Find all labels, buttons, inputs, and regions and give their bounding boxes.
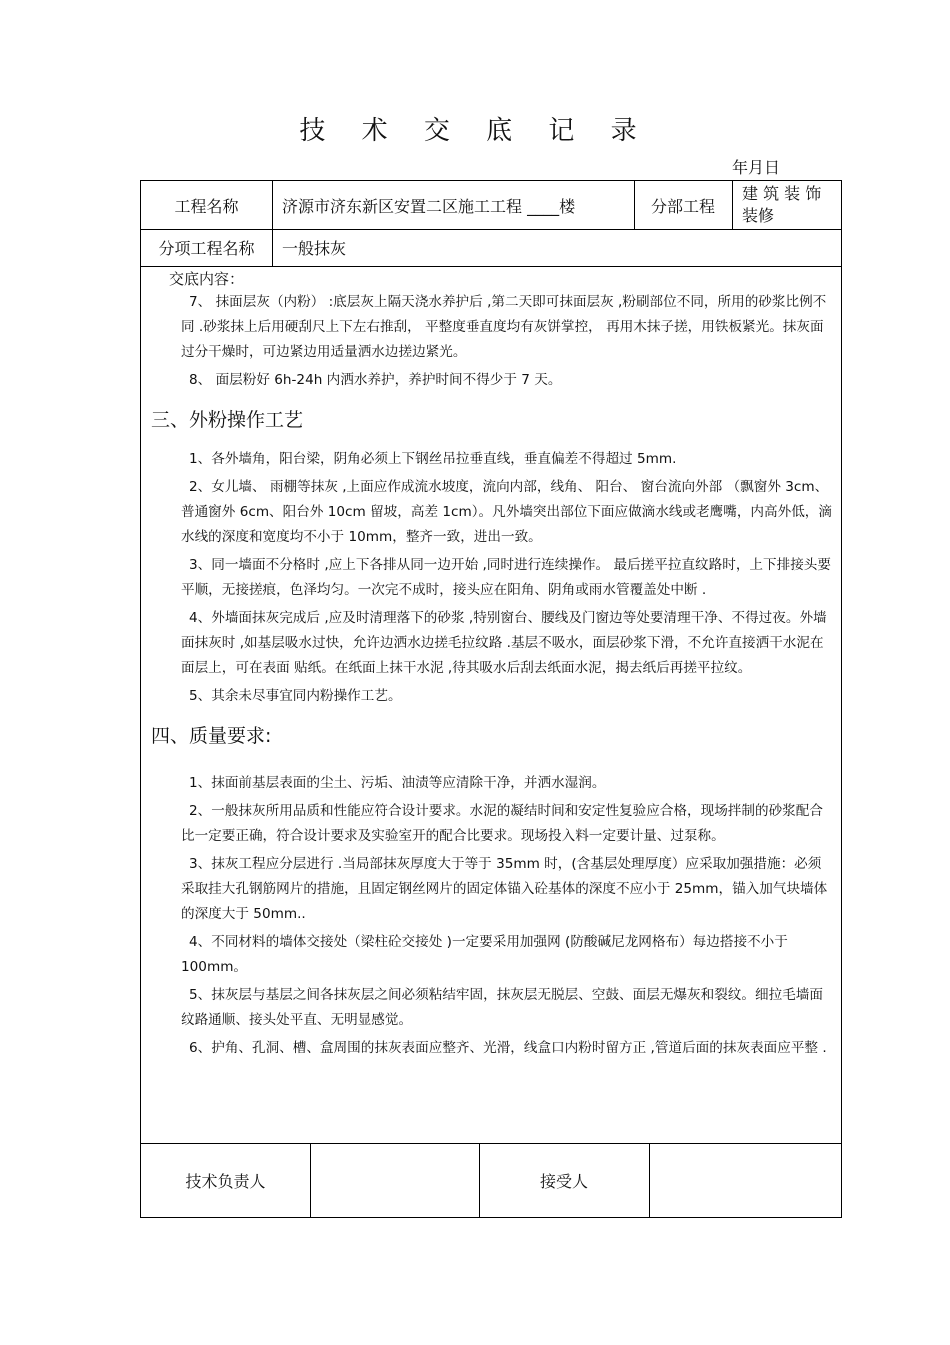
section4-item: 1、抹面前基层表面的尘土、污垢、油渍等应清除干净，并洒水湿润。 [189, 775, 606, 791]
content-item: 7、 抹面层灰（内粉） :底层灰上隔天浇水养护后 ,第二天即可抹面层灰 ,粉刷部位不同，所用的砂浆比例不同 .砂浆抹上后用硬刮尺上下左右推刮， 平整度垂直度均有灰饼掌控， 再用木抹子搓，用铁板紧光。抹灰面过分干燥时，可边紧边用适量洒水边搓边紧光。 [181, 294, 827, 360]
tech-lead-label: 技术负责人 [185, 1172, 266, 1191]
tech-lead-signature [310, 1143, 479, 1218]
project-name-value: 济源市济东新区安置二区施工工程 ____楼 [282, 196, 576, 216]
section3-item: 4、外墙面抹灰完成后 ,应及时清理落下的砂浆 ,特别窗台、腰线及门窗边等处要清理干净、不得过夜。外墙面抹灰时 ,如基层吸水过快，允许边洒水边搓毛拉纹路 .基层不吸水，面层砂浆下滑，不允许直接洒干水泥在面层上，可在表面 贴纸。在纸面上抹干水泥 ,待其吸水后刮去纸面水泥，揭去纸后再搓平拉纹。 [181, 610, 827, 676]
content-lead: 交底内容： [169, 270, 245, 288]
division-value: 建 筑 装 饰 装修 [742, 184, 822, 225]
section4-item: 5、抹灰层与基层之间各抹灰层之间必须粘结牢固，抹灰层无脱层、空鼓、面层无爆灰和裂纹。细拉毛墙面纹路通顺、接头处平直、无明显感觉。 [181, 987, 823, 1028]
section4-item: 6、护角、孔洞、槽、盒周围的抹灰表面应整齐、光滑，线盒口内粉时留方正 ,管道后面的抹灰表面应平整 . [189, 1040, 827, 1056]
section3-item: 5、其余未尽事宜同内粉操作工艺。 [189, 688, 402, 704]
sub-project-value: 一般抹灰 [282, 239, 347, 258]
receiver-label: 接受人 [539, 1172, 588, 1191]
document-title: 技 术 交 底 记 录 [299, 116, 651, 146]
receiver-signature [649, 1143, 841, 1218]
section3-item: 2、女儿墙、 雨棚等抹灰 ,上面应作成流水坡度，流向内部，线角、 阳台、 窗台流向外部 （飘窗外 3cm、普通窗外 6cm、阳台外 10cm 留坡，高差 1cm）。凡外墙突出部位下面应做滴水线或老鹰嘴，内高外低，滴水线的深度和宽度均不小于 10mm，整齐一致，进出一致。 [181, 479, 832, 545]
section3-item: 3、同一墙面不分格时 ,应上下各排从同一边开始 ,同时进行连续操作。 最后搓平拉直纹路时，上下排接头要平顺，无接搓痕，色泽均匀。一次完不成时，接头应在阳角、阴角或雨水管覆盖处中断 . [181, 557, 831, 598]
record-table [140, 180, 842, 1218]
division-label: 分部工程 [650, 196, 715, 216]
section4-item: 3、抹灰工程应分层进行 .当局部抹灰厚度大于等于 35mm 时，(含基层处理厚度）应采取加强措施：必须采取挂大孔钢筋网片的措施，且固定钢丝网片的固定体锚入砼基体的深度不应小于 25mm，锚入加气块墙体的深度大于 50mm.. [181, 856, 828, 922]
section4-title: 四、质量要求: [151, 725, 272, 747]
section3-item: 1、各外墙角，阳台梁，阴角必须上下钢丝吊拉垂直线，垂直偏差不得超过 5mm. [189, 451, 677, 467]
row-divider [141, 266, 841, 267]
date-label: 年月日 [732, 158, 781, 177]
section4-item: 2、一般抹灰所用品质和性能应符合设计要求。水泥的凝结时间和安定性复验应合格，现场拌制的砂浆配合比一定要正确，符合设计要求及实验室开的配合比要求。现场投入料一定要计量、过泵称。 [181, 803, 823, 844]
sub-project-label: 分项工程名称 [158, 239, 255, 258]
section4-item: 4、不同材料的墙体交接处（梁柱砼交接处 )一定要采用加强网 (防酸碱尼龙网格布）每边搭接不小于 100mm。 [181, 934, 788, 975]
content-item: 8、 面层粉好 6h-24h 内洒水养护，养护时间不得少于 7 天。 [189, 372, 562, 388]
col-divider [732, 181, 733, 229]
col-divider [272, 181, 273, 266]
section3-title: 三、外粉操作工艺 [151, 409, 304, 431]
project-name-label: 工程名称 [174, 196, 239, 216]
disclosure-content [149, 268, 833, 1064]
